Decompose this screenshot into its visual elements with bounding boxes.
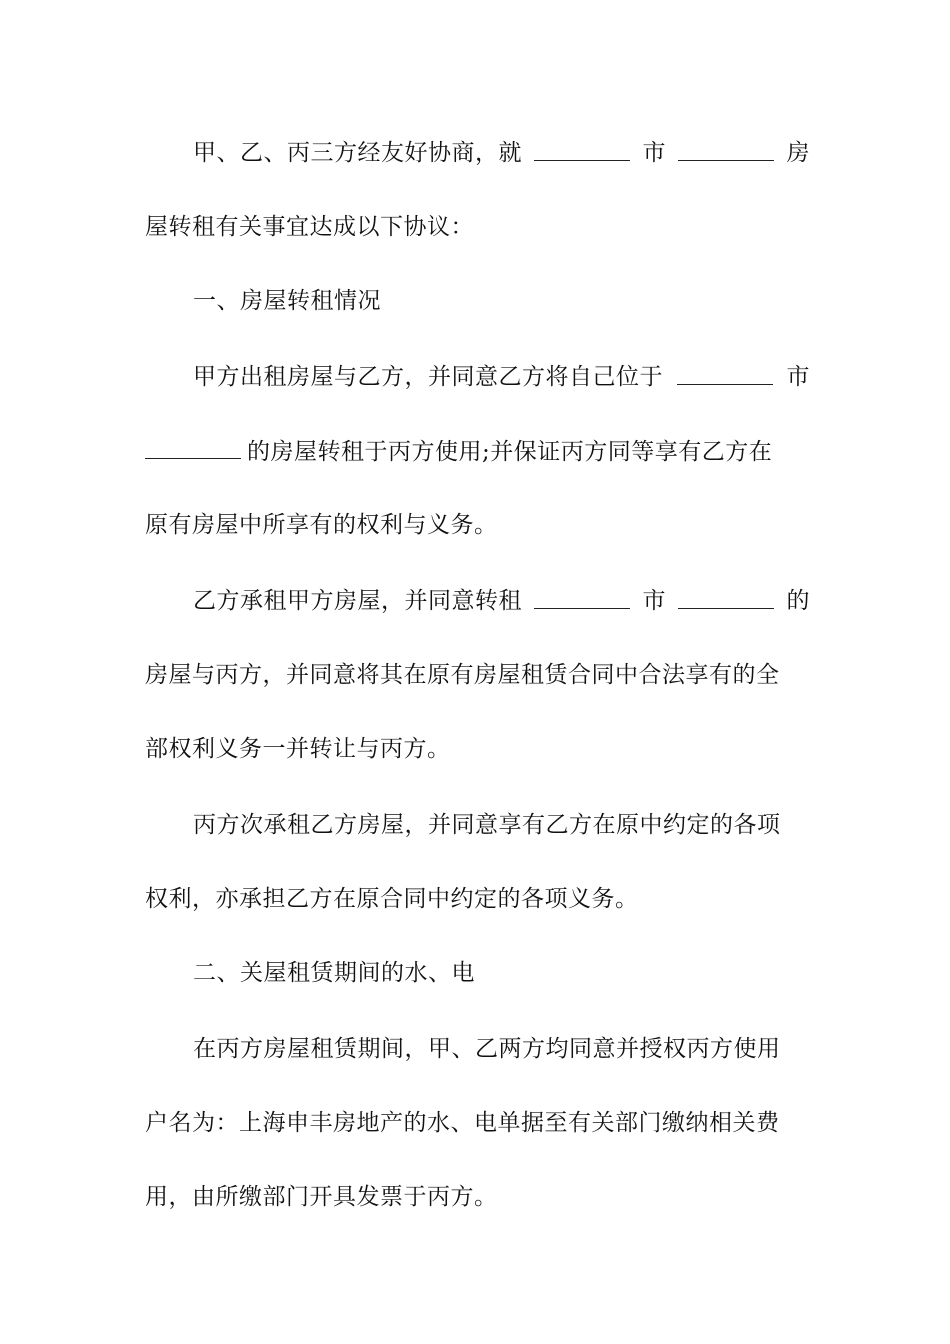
paragraph-5-line-3: 用，由所缴部门开具发票于丙方。 [145,1184,498,1210]
paragraph-2-text-b: 市 [786,364,810,390]
fill-blank-address-1[interactable] [678,138,774,161]
fill-blank-city-2[interactable] [677,362,773,385]
paragraph-2-line-1 [193,362,810,392]
paragraph-3-line-1 [193,586,810,616]
paragraph-4-line-2: 权利，亦承担乙方在原合同中约定的各项义务。 [145,886,639,912]
paragraph-5-line-2: 户名为：上海申丰房地产的水、电单据至有关部门缴纳相关费 [145,1110,780,1136]
fill-blank-city-1[interactable] [534,138,630,161]
paragraph-2-line-2 [145,436,810,466]
paragraph-3-line-2: 房屋与丙方，并同意将其在原有房屋租赁合同中合法享有的全 [145,662,780,688]
paragraph-4-line-1: 丙方次承租乙方房屋，并同意享有乙方在原中约定的各项 [193,812,781,838]
paragraph-1-text-a: 甲、乙、丙三方经友好协商，就 [193,140,522,166]
paragraph-3-line-3: 部权利义务一并转让与丙方。 [145,736,451,762]
paragraph-2-line-2-text: 的房屋转租于丙方使用;并保证丙方同等享有乙方在 [247,439,773,465]
paragraph-3-text-a: 乙方承租甲方房屋，并同意转租 [193,588,522,614]
fill-blank-address-3[interactable] [678,586,774,609]
paragraph-1-line-1 [193,138,810,168]
fill-blank-city-3[interactable] [534,586,630,609]
section-1-title: 一、房屋转租情况 [193,288,381,314]
paragraph-3-text-b: 市 [642,588,666,614]
paragraph-5-line-1: 在丙方房屋租赁期间，甲、乙两方均同意并授权丙方使用 [193,1036,781,1062]
paragraph-1-text-b: 市 [642,140,666,166]
paragraph-3-text-c: 的 [786,588,810,614]
paragraph-2-text-a: 甲方出租房屋与乙方，并同意乙方将自己位于 [193,364,663,390]
section-2-title: 二、关屋租赁期间的水、电 [193,960,475,986]
paragraph-1-line-2: 屋转租有关事宜达成以下协议： [145,214,474,240]
paragraph-2-line-3: 原有房屋中所享有的权利与义务。 [145,512,498,538]
paragraph-1-text-c: 房 [786,140,810,166]
fill-blank-address-2[interactable] [145,436,241,459]
